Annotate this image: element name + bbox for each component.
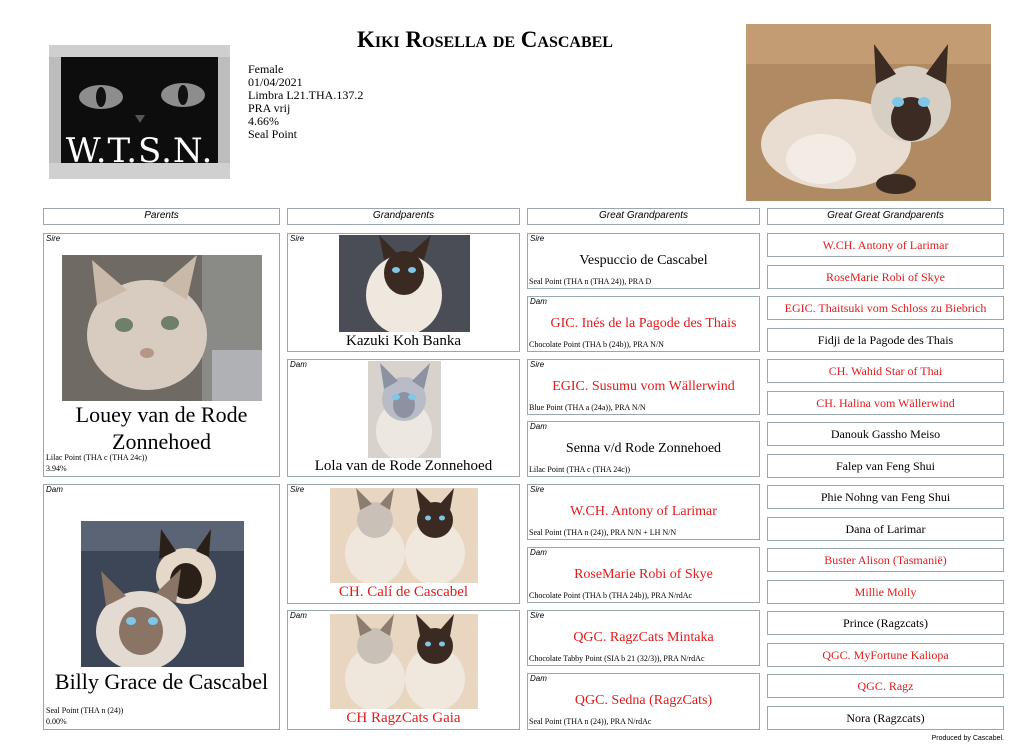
grandparent-name: Kazuki Koh Banka (346, 333, 461, 349)
great-grandparent-name: QGC. Sedna (RagzCats) (574, 693, 713, 708)
great-grandparent-card[interactable] (527, 484, 760, 540)
great-grandparent-detail: Chocolate Tabby Point (SIA b 21 (32/3)), PRA N/rdAc (529, 654, 705, 663)
great-grandparent-name: QGC. RagzCats Mintaka (573, 630, 714, 645)
cat-info (248, 63, 448, 141)
grandparent-card[interactable] (287, 233, 520, 352)
great-great-grandparent-item[interactable]: CH. Wahid Star of Thai (767, 359, 1004, 383)
role-label: Dam (290, 360, 307, 369)
great-grandparent-name: GIC. Inés de la Pagode des Thais (550, 316, 737, 331)
cat-color: Seal Point (248, 127, 298, 141)
great-grandparent-card[interactable] (527, 673, 760, 730)
parent-dam-card[interactable] (43, 484, 280, 730)
role-label: Sire (290, 485, 305, 494)
parent-dam-detail: Seal Point (THA n (24)) (46, 706, 124, 715)
header-great-grandparents: Great Grandparents (527, 208, 760, 225)
grandparent-photo (330, 614, 478, 709)
great-great-grandparent-item[interactable]: Prince (Ragzcats) (767, 611, 1004, 635)
role-label: Dam (530, 674, 547, 683)
grandparent-photo (339, 235, 470, 332)
great-great-grandparent-item[interactable]: QGC. MyFortune Kaliopa (767, 643, 1004, 667)
great-great-grandparent-item[interactable]: Nora (Ragzcats) (767, 706, 1004, 730)
cat-sex: Female (248, 62, 284, 76)
grandparent-card[interactable] (287, 610, 520, 730)
great-grandparent-card[interactable] (527, 233, 760, 289)
great-great-grandparent-item[interactable]: Danouk Gassho Meiso (767, 422, 1004, 446)
cat-photo (746, 24, 991, 201)
great-grandparent-name: RoseMarie Robi of Skye (574, 567, 713, 582)
great-great-grandparent-item[interactable]: Buster Alison (Tasmanië) (767, 548, 1004, 572)
great-great-grandparent-item[interactable]: W.CH. Antony of Larimar (767, 233, 1004, 257)
grandparent-name: CH. Calí de Cascabel (338, 584, 469, 600)
grandparent-card[interactable] (287, 359, 520, 477)
footer-credit: Produced by Cascabel. (931, 735, 1004, 742)
great-grandparent-detail: Chocolate Point (THA b (THA 24b)), PRA N/rdAc (529, 591, 693, 600)
cat-birthdate: 01/04/2021 (248, 75, 303, 89)
parent-dam-photo (81, 521, 244, 667)
great-great-grandparent-item[interactable]: CH. Halina vom Wällerwind (767, 391, 1004, 415)
great-great-grandparent-item[interactable]: Phie Nohng van Feng Shui (767, 485, 1004, 509)
cattery-logo (49, 45, 230, 179)
parent-sire-photo (62, 255, 262, 401)
great-great-grandparent-item[interactable]: Millie Molly (767, 580, 1004, 604)
role-label: Sire (46, 234, 61, 243)
role-label: Sire (530, 234, 545, 243)
great-grandparent-card[interactable] (527, 547, 760, 603)
great-grandparent-name: Senna v/d Rode Zonnehoed (565, 441, 722, 456)
great-great-grandparent-item[interactable]: QGC. Ragz (767, 674, 1004, 698)
role-label: Dam (530, 422, 547, 431)
great-grandparent-card[interactable] (527, 610, 760, 666)
great-great-grandparent-item[interactable]: RoseMarie Robi of Skye (767, 265, 1004, 289)
great-grandparent-detail: Chocolate Point (THA b (24b)), PRA N/N (529, 340, 664, 349)
parent-sire-card[interactable] (43, 233, 280, 477)
parent-sire-coi: 3.94% (46, 464, 67, 473)
great-grandparent-detail: Blue Point (THA a (24a)), PRA N/N (529, 403, 646, 412)
grandparent-card[interactable] (287, 484, 520, 604)
great-grandparent-card[interactable] (527, 421, 760, 477)
header-grandparents: Grandparents (287, 208, 520, 225)
parent-dam-name: Billy Grace de Cascabel (54, 669, 269, 694)
great-grandparent-detail: Lilac Point (THA c (THA 24c)) (529, 465, 631, 474)
logo-text: W.T.S.N. (65, 131, 214, 171)
grandparent-photo (330, 488, 478, 583)
great-grandparent-detail: Seal Point (THA n (24)), PRA N/N + LH N/N (529, 528, 677, 537)
great-grandparent-name: W.CH. Antony of Larimar (570, 504, 717, 519)
role-label: Sire (290, 234, 305, 243)
page-title: Kiki Rosella de Cascabel (357, 27, 613, 52)
role-label: Dam (530, 297, 547, 306)
cat-coi: 4.66% (248, 114, 279, 128)
great-grandparent-name: Vespuccio de Cascabel (579, 253, 708, 268)
role-label: Sire (530, 360, 545, 369)
role-label: Dam (46, 485, 63, 494)
role-label: Dam (290, 611, 307, 620)
great-grandparent-name: EGIC. Susumu vom Wällerwind (552, 379, 735, 394)
header-parents: Parents (43, 208, 280, 225)
great-great-grandparent-item[interactable]: EGIC. Thaitsuki vom Schloss zu Biebrich (767, 296, 1004, 320)
great-great-grandparent-item[interactable]: Dana of Larimar (767, 517, 1004, 541)
header-great-great-grandparents: Great Great Grandparents (767, 208, 1004, 225)
grandparent-name: CH RagzCats Gaia (346, 710, 461, 726)
parent-dam-coi: 0.00% (46, 717, 67, 726)
great-grandparent-detail: Seal Point (THA n (24)), PRA N/rdAc (529, 717, 652, 726)
role-label: Dam (530, 548, 547, 557)
cat-registration: Limbra L21.THA.137.2 (248, 88, 364, 102)
grandparent-name: Lola van de Rode Zonnehoed (314, 458, 493, 474)
cat-pra: PRA vrij (248, 101, 291, 115)
parent-sire-detail: Lilac Point (THA c (THA 24c)) (46, 453, 148, 462)
grandparent-photo (368, 361, 441, 458)
great-great-grandparent-item[interactable]: Fidji de la Pagode des Thais (767, 328, 1004, 352)
great-grandparent-card[interactable] (527, 296, 760, 352)
great-great-grandparent-item[interactable]: Falep van Feng Shui (767, 454, 1004, 478)
great-grandparent-detail: Seal Point (THA n (THA 24)), PRA D (529, 277, 652, 286)
great-grandparent-card[interactable] (527, 359, 760, 415)
role-label: Sire (530, 611, 545, 620)
role-label: Sire (530, 485, 545, 494)
parent-sire-name: Louey van de Rode Zonnehoed (75, 402, 248, 454)
